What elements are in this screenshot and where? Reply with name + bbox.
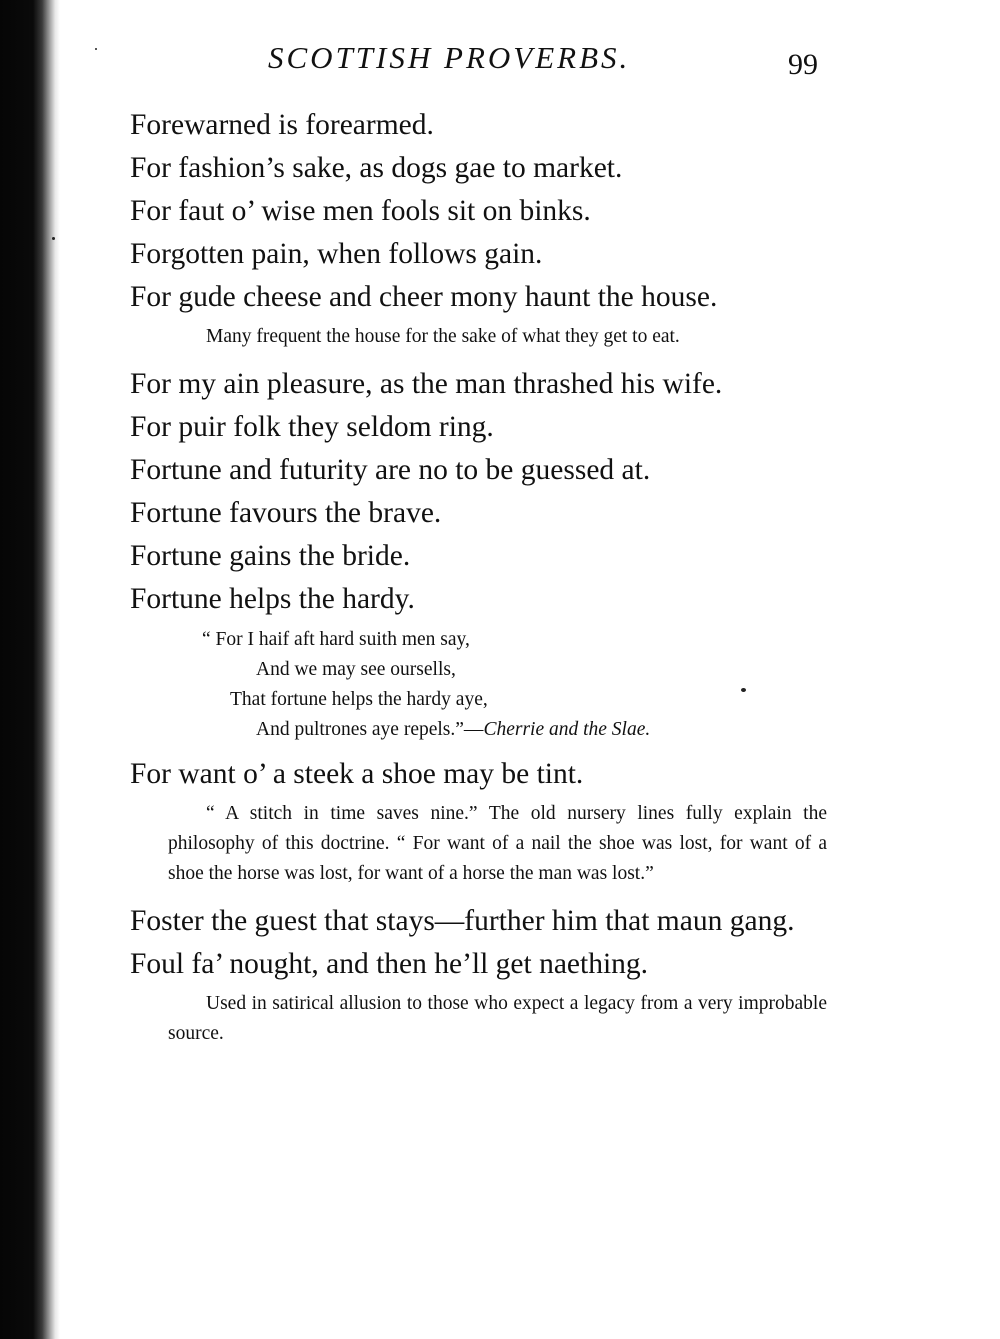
proverb: For puir folk they seldom ring.: [130, 411, 494, 443]
proverb: For fashion’s sake, as dogs gae to market.: [130, 152, 623, 184]
proverb-note: Used in satirical allusion to those who expect a legacy from a very improbable source.: [168, 993, 827, 1044]
verse-quotation: [130, 625, 827, 745]
verse-line-with-source: [130, 715, 827, 745]
ink-speck: [52, 237, 55, 240]
proverb: Fortune helps the hardy.: [130, 583, 415, 615]
verse-line: And we may see oursells,: [256, 659, 456, 680]
proverb: Fortune favours the brave.: [130, 497, 442, 529]
proverb-list: [130, 104, 827, 1060]
verse-line: That fortune helps the hardy aye,: [230, 689, 488, 710]
proverb: Forgotten pain, when follows gain.: [130, 238, 543, 270]
proverb: For gude cheese and cheer mony haunt the house.: [130, 281, 718, 313]
proverb: For my ain pleasure, as the man thrashed his wife.: [130, 368, 723, 400]
running-title: SCOTTISH PROVERBS.: [268, 40, 631, 75]
proverb: Foster the guest that stays—further him that maun gang.: [130, 905, 795, 937]
proverb-note: “ A stitch in time saves nine.” The old nursery lines fully explain the philosophy of this doctrine. “ For want of a nail the shoe was lost, for want of a shoe the horse was lost, for want of a horse the man was lost.”: [168, 803, 827, 884]
verse-source: Cherrie and the Slae.: [483, 719, 651, 740]
proverb-note: Many frequent the house for the sake of what they get to eat.: [206, 326, 680, 347]
book-spine-shadow: [0, 0, 60, 1339]
proverb: Fortune and futurity are no to be guessed at.: [130, 454, 651, 486]
page-header: [0, 40, 1000, 86]
proverb: Forewarned is forearmed.: [130, 109, 434, 141]
verse-line: And pultrones aye repels.”—: [256, 719, 484, 740]
proverb: For want o’ a steek a shoe may be tint.: [130, 758, 584, 790]
page-number: 99: [788, 48, 818, 81]
proverb: Fortune gains the bride.: [130, 540, 411, 572]
verse-line: “ For I haif aft hard suith men say,: [202, 629, 470, 650]
proverb: Foul fa’ nought, and then he’ll get naething.: [130, 948, 649, 980]
proverb: For faut o’ wise men fools sit on binks.: [130, 195, 591, 227]
